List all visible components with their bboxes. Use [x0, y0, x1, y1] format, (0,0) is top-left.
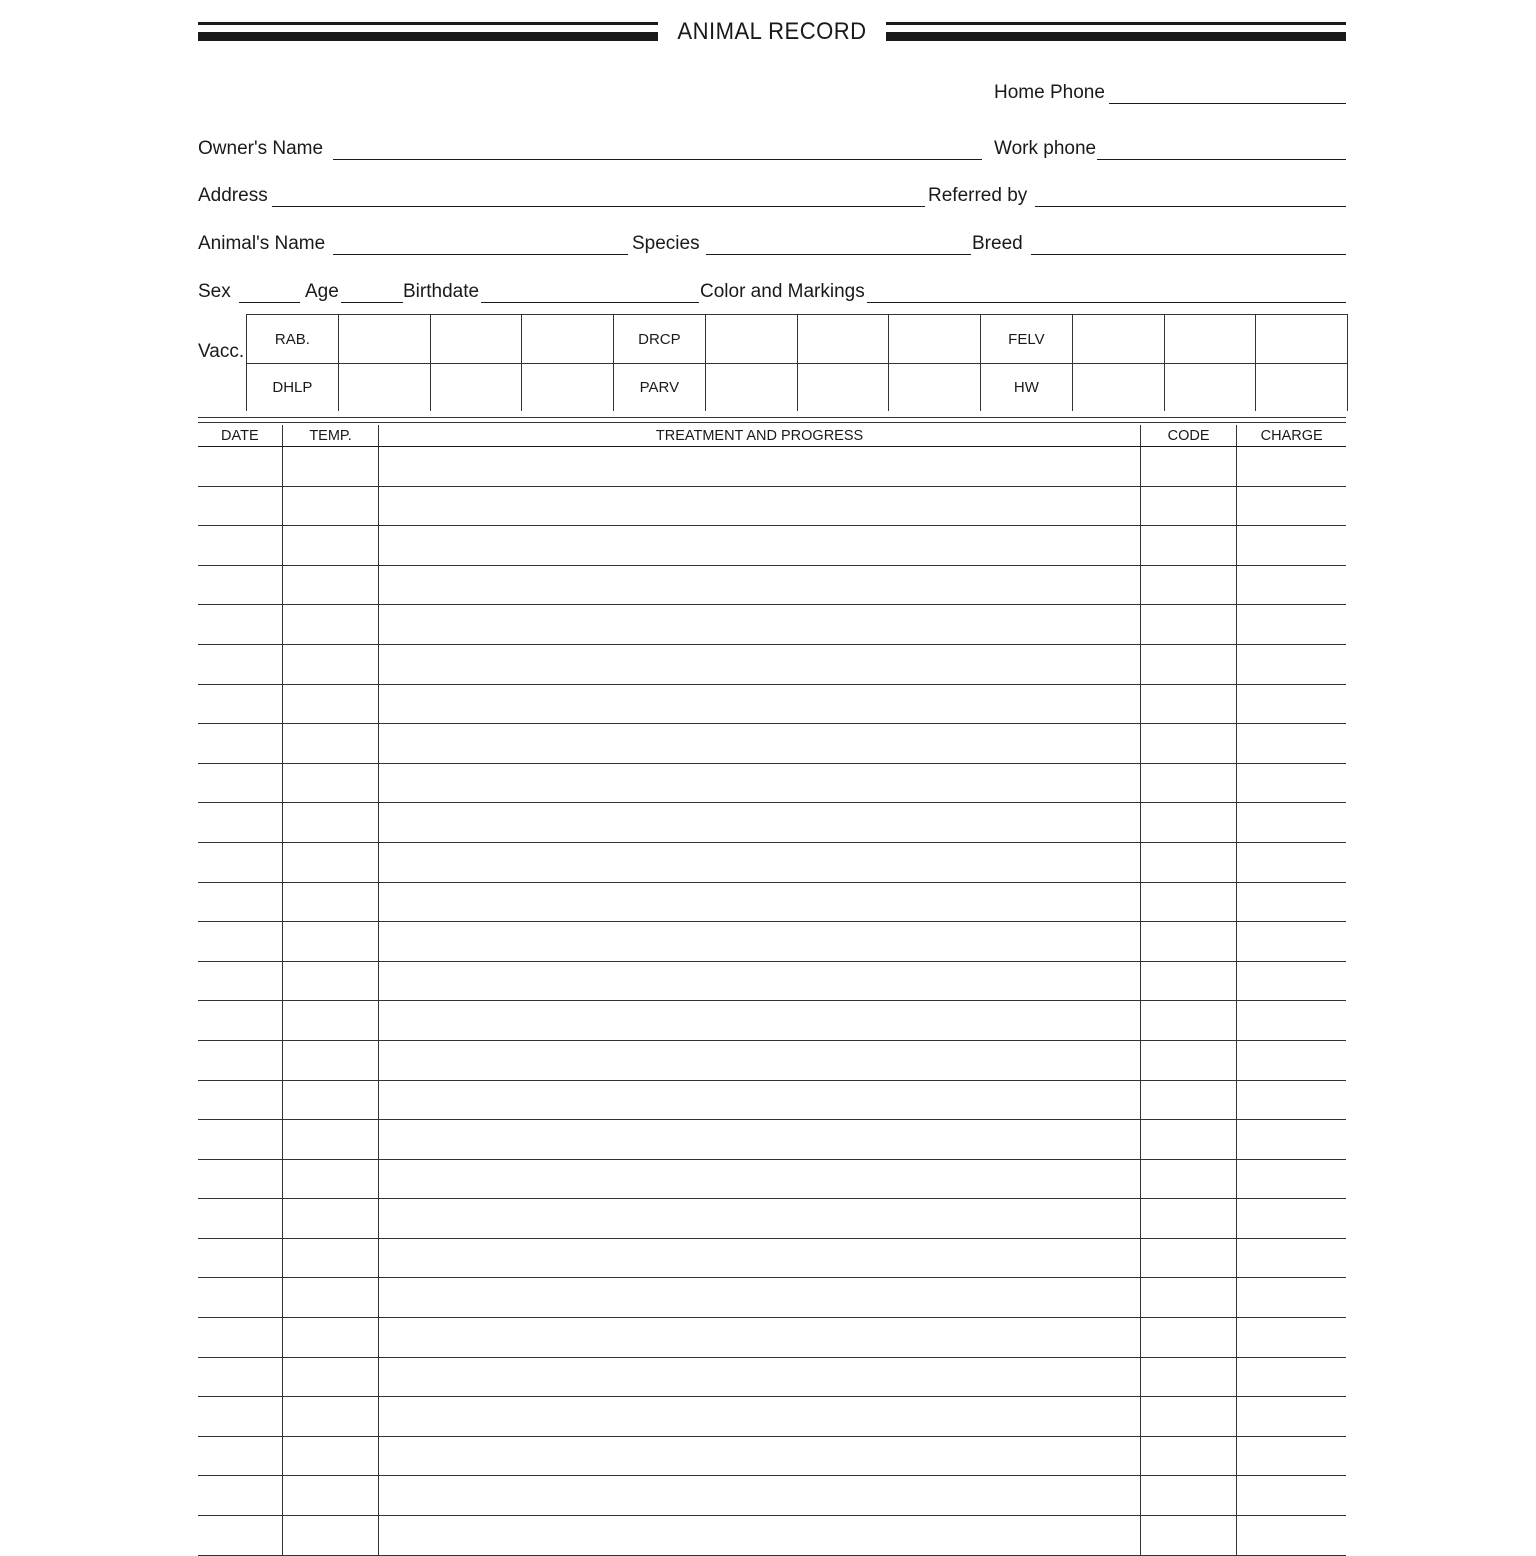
table-cell[interactable] [198, 1358, 283, 1397]
table-cell[interactable] [283, 962, 380, 1001]
table-cell[interactable] [283, 487, 380, 526]
table-cell[interactable] [283, 1318, 380, 1357]
table-cell[interactable] [1141, 447, 1238, 486]
table-cell[interactable] [283, 1397, 380, 1436]
table-cell[interactable] [1141, 1041, 1238, 1080]
age-field[interactable] [305, 277, 403, 303]
vacc-cell[interactable] [889, 315, 981, 363]
breed-line[interactable] [1031, 234, 1346, 255]
vacc-cell[interactable] [431, 315, 523, 363]
table-cell[interactable] [198, 803, 283, 842]
table-cell[interactable] [1237, 764, 1346, 803]
table-cell[interactable] [1237, 962, 1346, 1001]
color-markings-field[interactable] [700, 277, 1346, 303]
vacc-cell[interactable] [798, 315, 890, 363]
table-cell[interactable] [198, 1001, 283, 1040]
table-cell[interactable] [1141, 487, 1238, 526]
vacc-cell[interactable] [339, 363, 431, 411]
vacc-cell[interactable] [706, 363, 798, 411]
table-cell[interactable] [379, 1001, 1140, 1040]
vacc-cell[interactable] [1256, 315, 1347, 363]
table-cell[interactable] [283, 1120, 380, 1159]
color-markings-label: Color and Markings [700, 281, 865, 302]
vacc-cell: RAB. [247, 315, 339, 363]
table-cell[interactable] [1237, 526, 1346, 565]
table-row [198, 526, 1346, 566]
table-cell[interactable] [1237, 1476, 1346, 1515]
vacc-cell[interactable] [431, 363, 523, 411]
table-row [198, 1318, 1346, 1358]
species-label: Species [632, 233, 700, 254]
table-cell[interactable] [283, 1239, 380, 1278]
divider [198, 422, 1346, 423]
sex-field[interactable] [198, 277, 300, 303]
address-label: Address [198, 185, 268, 206]
breed-field[interactable] [972, 229, 1346, 255]
sex-line[interactable] [239, 282, 300, 303]
table-row [198, 724, 1346, 764]
table-cell[interactable] [1141, 1437, 1238, 1476]
sex-label: Sex [198, 281, 231, 302]
table-cell[interactable] [198, 1397, 283, 1436]
table-row [198, 1160, 1346, 1200]
table-cell[interactable] [1237, 487, 1346, 526]
table-row [198, 764, 1346, 804]
table-cell[interactable] [1237, 922, 1346, 961]
table-cell[interactable] [198, 922, 283, 961]
table-cell[interactable] [198, 764, 283, 803]
table-cell[interactable] [283, 803, 380, 842]
table-cell[interactable] [379, 883, 1140, 922]
table-cell[interactable] [1141, 1120, 1238, 1159]
table-cell[interactable] [1237, 1278, 1346, 1317]
table-cell[interactable] [379, 962, 1140, 1001]
table-cell[interactable] [1141, 1318, 1238, 1357]
table-cell[interactable] [379, 764, 1140, 803]
table-cell[interactable] [1141, 1358, 1238, 1397]
table-cell[interactable] [1237, 566, 1346, 605]
table-row [198, 566, 1346, 606]
vacc-cell[interactable] [522, 315, 614, 363]
table-cell[interactable] [283, 1358, 380, 1397]
table-cell[interactable] [1237, 1437, 1346, 1476]
table-cell[interactable] [379, 1160, 1140, 1199]
color-markings-line[interactable] [867, 282, 1346, 303]
table-cell[interactable] [379, 685, 1140, 724]
header-temp: TEMP. [283, 425, 380, 446]
home-phone-label: Home Phone [994, 82, 1105, 103]
table-cell[interactable] [198, 1437, 283, 1476]
table-cell[interactable] [1141, 764, 1238, 803]
table-cell[interactable] [198, 1199, 283, 1238]
table-cell[interactable] [1237, 1081, 1346, 1120]
table-cell[interactable] [379, 1397, 1140, 1436]
owners-name-line[interactable] [333, 139, 982, 160]
vacc-cell: HW [981, 363, 1073, 411]
table-cell[interactable] [283, 764, 380, 803]
owners-name-field[interactable] [198, 134, 982, 160]
table-cell[interactable] [379, 803, 1140, 842]
table-cell[interactable] [1141, 526, 1238, 565]
table-cell[interactable] [1237, 1516, 1346, 1555]
table-cell[interactable] [1141, 1199, 1238, 1238]
table-cell[interactable] [1237, 447, 1346, 486]
home-phone-line[interactable] [1109, 83, 1346, 104]
table-cell[interactable] [1141, 724, 1238, 763]
table-cell[interactable] [1141, 883, 1238, 922]
table-cell[interactable] [1141, 1516, 1238, 1555]
table-cell[interactable] [379, 1120, 1140, 1159]
vacc-cell[interactable] [798, 363, 890, 411]
table-cell[interactable] [198, 645, 283, 684]
table-row [198, 1001, 1346, 1041]
table-cell[interactable] [1237, 1160, 1346, 1199]
vacc-cell[interactable] [1165, 363, 1257, 411]
table-cell[interactable] [198, 1476, 283, 1515]
species-field[interactable] [632, 229, 971, 255]
table-cell[interactable] [379, 1437, 1140, 1476]
table-row [198, 1081, 1346, 1121]
table-cell[interactable] [1237, 1001, 1346, 1040]
table-row [198, 1397, 1346, 1437]
table-cell[interactable] [198, 605, 283, 644]
vacc-cell[interactable] [522, 363, 614, 411]
table-cell[interactable] [379, 1081, 1140, 1120]
table-cell[interactable] [1141, 605, 1238, 644]
vacc-cell[interactable] [1073, 315, 1165, 363]
referred-by-field[interactable] [928, 181, 1346, 207]
table-cell[interactable] [1237, 1120, 1346, 1159]
table-cell[interactable] [1237, 1358, 1346, 1397]
table-cell[interactable] [283, 447, 380, 486]
table-cell[interactable] [379, 843, 1140, 882]
work-phone-field[interactable] [994, 134, 1346, 160]
table-cell[interactable] [198, 724, 283, 763]
vacc-label: Vacc. [198, 341, 245, 362]
table-row [198, 1041, 1346, 1081]
vacc-cell[interactable] [889, 363, 981, 411]
table-cell[interactable] [283, 645, 380, 684]
table-row [198, 883, 1346, 923]
table-cell[interactable] [283, 1199, 380, 1238]
table-cell[interactable] [1237, 1199, 1346, 1238]
divider [198, 417, 1346, 418]
table-cell[interactable] [1141, 645, 1238, 684]
table-cell[interactable] [379, 645, 1140, 684]
vacc-cell[interactable] [1073, 363, 1165, 411]
table-row [198, 1437, 1346, 1477]
table-cell[interactable] [283, 1516, 380, 1555]
table-cell[interactable] [1237, 803, 1346, 842]
vacc-cell: DRCP [614, 315, 706, 363]
animals-name-line[interactable] [333, 234, 628, 255]
table-cell[interactable] [379, 605, 1140, 644]
table-cell[interactable] [379, 1199, 1140, 1238]
table-cell[interactable] [198, 1120, 283, 1159]
table-cell[interactable] [198, 1041, 283, 1080]
table-cell[interactable] [283, 724, 380, 763]
table-cell[interactable] [283, 1160, 380, 1199]
header-treatment: TREATMENT AND PROGRESS [379, 425, 1140, 446]
table-cell[interactable] [379, 487, 1140, 526]
title-rule-left [198, 22, 658, 42]
table-cell[interactable] [1141, 1081, 1238, 1120]
table-cell[interactable] [283, 843, 380, 882]
vacc-cell[interactable] [706, 315, 798, 363]
address-line[interactable] [272, 186, 925, 207]
table-row [198, 447, 1346, 487]
table-cell[interactable] [283, 605, 380, 644]
animals-name-label: Animal's Name [198, 233, 326, 254]
table-cell[interactable] [283, 1437, 380, 1476]
table-cell[interactable] [1237, 724, 1346, 763]
table-cell[interactable] [379, 1278, 1140, 1317]
breed-label: Breed [972, 233, 1023, 254]
vacc-cell: PARV [614, 363, 706, 411]
age-label: Age [305, 281, 339, 302]
table-cell[interactable] [379, 1358, 1140, 1397]
table-cell[interactable] [1237, 1397, 1346, 1436]
table-header [198, 425, 1346, 447]
table-cell[interactable] [283, 922, 380, 961]
table-cell[interactable] [283, 1001, 380, 1040]
table-cell[interactable] [1237, 1318, 1346, 1357]
table-row [198, 1239, 1346, 1279]
home-phone-field[interactable] [994, 78, 1346, 104]
species-line[interactable] [706, 234, 971, 255]
table-row [198, 1358, 1346, 1398]
table-cell[interactable] [1141, 922, 1238, 961]
table-cell[interactable] [198, 1516, 283, 1555]
table-cell[interactable] [283, 1081, 380, 1120]
table-row [198, 962, 1346, 1002]
table-cell[interactable] [198, 685, 283, 724]
title-rule-right [886, 22, 1346, 42]
table-cell[interactable] [198, 1160, 283, 1199]
table-cell[interactable] [283, 1278, 380, 1317]
vaccination-grid [246, 314, 1348, 411]
table-cell[interactable] [1141, 1476, 1238, 1515]
table-cell[interactable] [198, 1239, 283, 1278]
owners-name-label: Owner's Name [198, 138, 324, 159]
table-cell[interactable] [198, 526, 283, 565]
table-cell[interactable] [198, 1318, 283, 1357]
table-cell[interactable] [1141, 566, 1238, 605]
table-cell[interactable] [1237, 843, 1346, 882]
table-row [198, 1120, 1346, 1160]
table-cell[interactable] [1141, 685, 1238, 724]
header-date: DATE [198, 425, 283, 446]
table-cell[interactable] [379, 1516, 1140, 1555]
header-code: CODE [1141, 425, 1238, 446]
table-cell[interactable] [198, 883, 283, 922]
table-cell[interactable] [198, 1278, 283, 1317]
age-line[interactable] [341, 282, 403, 303]
table-row [198, 803, 1346, 843]
treatment-table [198, 425, 1346, 1556]
work-phone-line[interactable] [1097, 139, 1346, 160]
table-cell[interactable] [379, 447, 1140, 486]
table-body [198, 447, 1346, 1556]
table-cell[interactable] [1237, 605, 1346, 644]
table-cell[interactable] [379, 1318, 1140, 1357]
table-cell[interactable] [1237, 1041, 1346, 1080]
table-row [198, 1199, 1346, 1239]
table-cell[interactable] [283, 566, 380, 605]
table-row [198, 605, 1346, 645]
table-cell[interactable] [198, 447, 283, 486]
address-field[interactable] [198, 181, 925, 207]
table-cell[interactable] [1237, 1239, 1346, 1278]
table-row [198, 1278, 1346, 1318]
table-cell[interactable] [1141, 1278, 1238, 1317]
table-cell[interactable] [379, 1041, 1140, 1080]
table-row [198, 645, 1346, 685]
table-cell[interactable] [1237, 645, 1346, 684]
table-cell[interactable] [1141, 843, 1238, 882]
table-cell[interactable] [379, 922, 1140, 961]
table-row [198, 1476, 1346, 1516]
page-title: ANIMAL RECORD [677, 18, 867, 45]
table-cell[interactable] [198, 843, 283, 882]
table-cell[interactable] [283, 1041, 380, 1080]
table-row [198, 843, 1346, 883]
table-cell[interactable] [379, 526, 1140, 565]
referred-by-label: Referred by [928, 185, 1028, 206]
vacc-row-2 [247, 363, 1347, 411]
table-cell[interactable] [198, 566, 283, 605]
table-row [198, 685, 1346, 725]
birthdate-line[interactable] [481, 282, 699, 303]
table-cell[interactable] [1141, 1001, 1238, 1040]
table-cell[interactable] [283, 526, 380, 565]
table-cell[interactable] [379, 1476, 1140, 1515]
vacc-cell: DHLP [247, 363, 339, 411]
table-cell[interactable] [198, 962, 283, 1001]
vacc-cell[interactable] [1165, 315, 1257, 363]
table-row [198, 922, 1346, 962]
table-cell[interactable] [1237, 685, 1346, 724]
table-cell[interactable] [283, 883, 380, 922]
work-phone-label: Work phone [994, 138, 1097, 159]
table-cell[interactable] [1237, 883, 1346, 922]
table-cell[interactable] [1141, 962, 1238, 1001]
table-cell[interactable] [283, 1476, 380, 1515]
birthdate-field[interactable] [403, 277, 699, 303]
table-row [198, 487, 1346, 527]
table-cell[interactable] [1141, 1397, 1238, 1436]
table-cell[interactable] [198, 1081, 283, 1120]
table-cell[interactable] [379, 1239, 1140, 1278]
title-band [198, 18, 1346, 46]
vacc-row-1 [247, 315, 1347, 364]
table-cell[interactable] [198, 487, 283, 526]
referred-by-line[interactable] [1035, 186, 1346, 207]
birthdate-label: Birthdate [403, 281, 480, 302]
vacc-cell[interactable] [339, 315, 431, 363]
animals-name-field[interactable] [198, 229, 628, 255]
table-cell[interactable] [283, 685, 380, 724]
table-cell[interactable] [1141, 1160, 1238, 1199]
table-cell[interactable] [1141, 1239, 1238, 1278]
table-cell[interactable] [379, 724, 1140, 763]
vacc-cell[interactable] [1256, 363, 1347, 411]
table-cell[interactable] [1141, 803, 1238, 842]
vacc-cell: FELV [981, 315, 1073, 363]
table-cell[interactable] [379, 566, 1140, 605]
header-charge: CHARGE [1260, 427, 1323, 444]
